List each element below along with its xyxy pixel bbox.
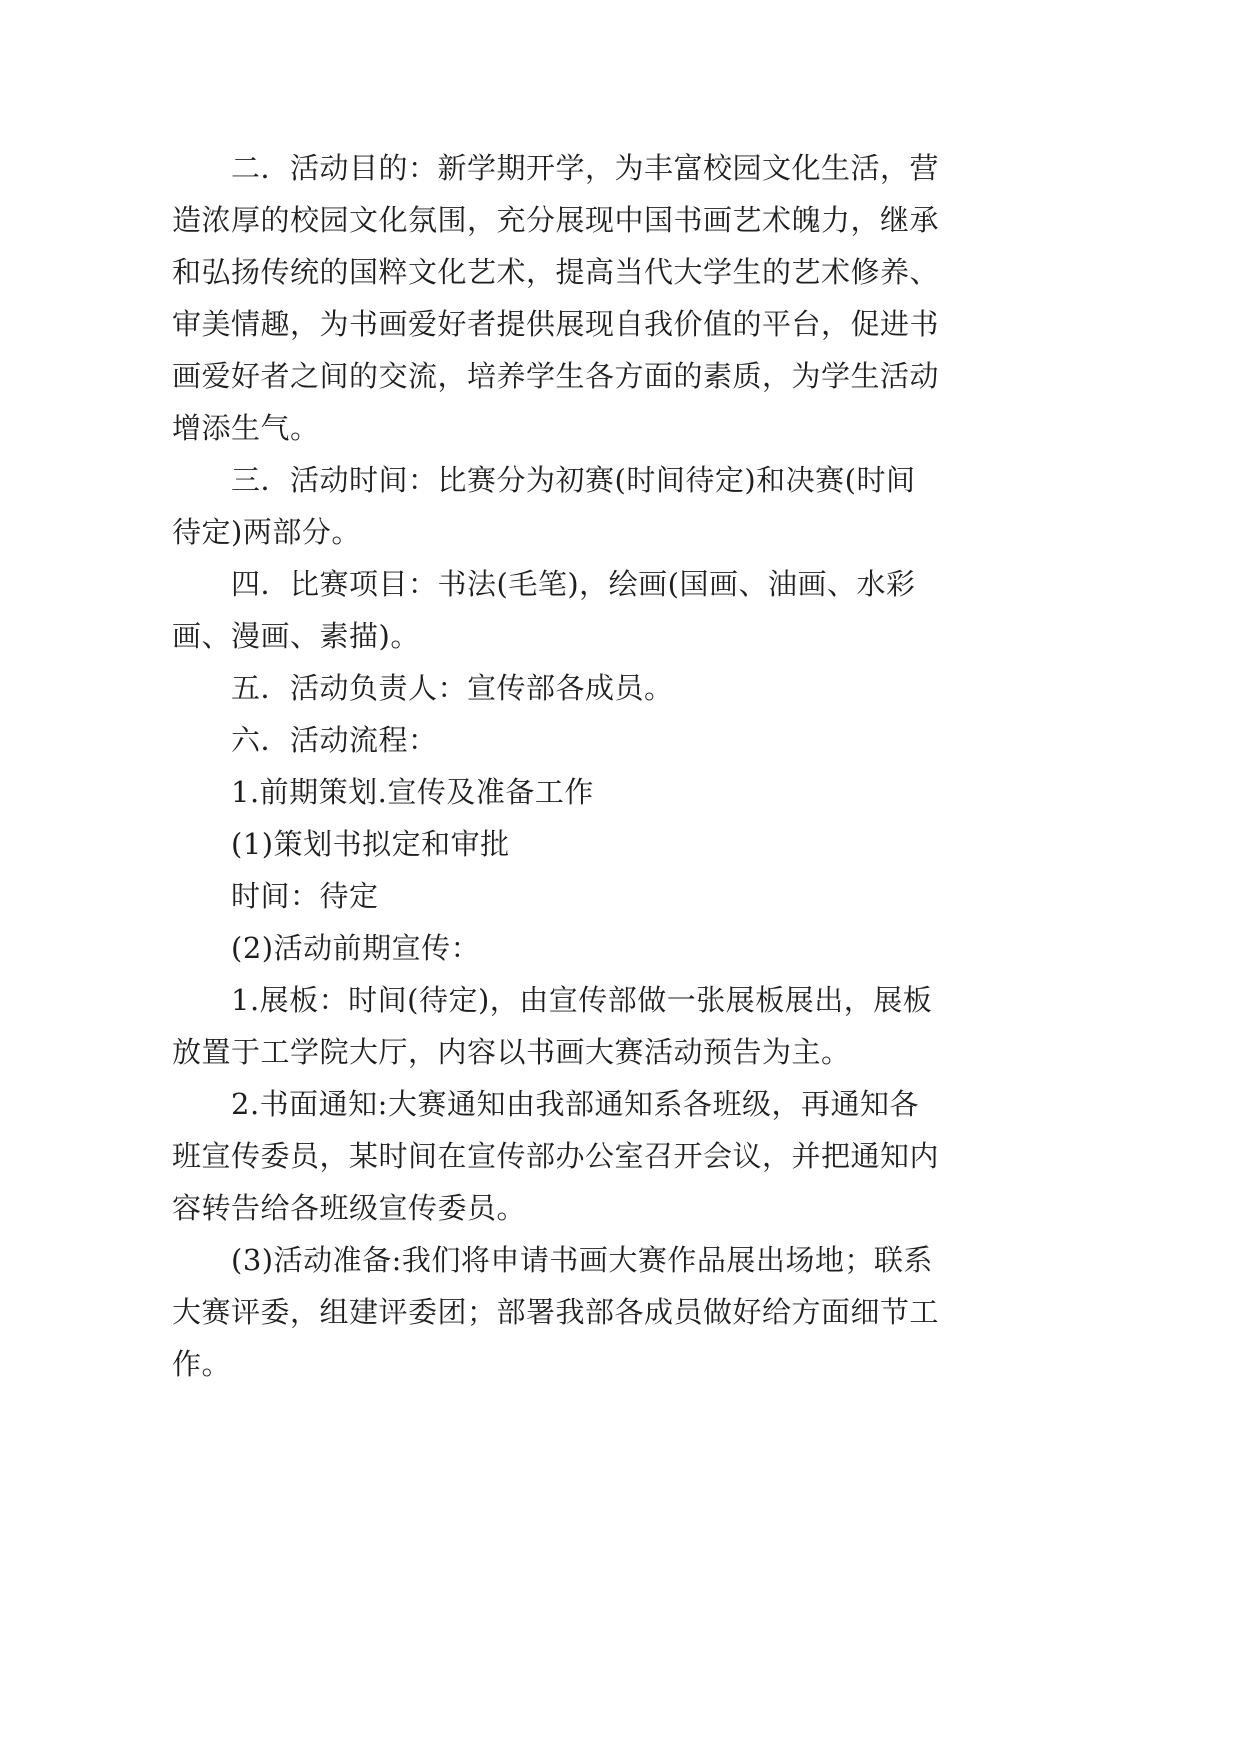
text-line: 六．活动流程： [231, 723, 438, 757]
text-line: 五．活动负责人：宣传部各成员。 [231, 671, 674, 705]
text-line: 放置于工学院大厅，内容以书画大赛活动预告为主。 [172, 1035, 851, 1069]
paragraph-activity-preparation [172, 1234, 1132, 1390]
text-line: 1.展板：时间(待定)，由宣传部做一张展板展出，展板 [231, 983, 933, 1017]
document-body [172, 142, 1132, 1390]
text-line: 时间：待定 [231, 879, 379, 913]
text-line: 2.书面通知:大赛通知由我部通知系各班级，再通知各 [231, 1087, 919, 1121]
text-line: 容转告给各班级宣传委员。 [172, 1191, 527, 1225]
text-line: 四．比赛项目：书法(毛笔)，绘画(国画、油画、水彩 [231, 567, 916, 601]
text-line: 大赛评委，组建评委团；部署我部各成员做好给方面细节工 [172, 1295, 940, 1329]
text-line: 审美情趣，为书画爱好者提供展现自我价值的平台，促进书 [172, 307, 940, 341]
text-line: 待定)两部分。 [172, 515, 361, 549]
paragraph-activity-time [172, 454, 1132, 558]
paragraph-substep-2 [172, 922, 1132, 974]
paragraph-display-board [172, 974, 1132, 1078]
text-line: (1)策划书拟定和审批 [231, 827, 510, 861]
paragraph-person-in-charge [172, 662, 1132, 714]
paragraph-step-1 [172, 766, 1132, 818]
paragraph-activity-purpose [172, 142, 1132, 454]
text-line: 造浓厚的校园文化氛围，充分展现中国书画艺术魄力，继承 [172, 203, 940, 237]
paragraph-substep-1 [172, 818, 1132, 870]
text-line: 三．活动时间：比赛分为初赛(时间待定)和决赛(时间 [231, 463, 916, 497]
paragraph-activity-process [172, 714, 1132, 766]
paragraph-time-tbd [172, 870, 1132, 922]
text-line: 二．活动目的：新学期开学，为丰富校园文化生活，营 [231, 151, 940, 185]
text-line: 作。 [172, 1347, 232, 1381]
paragraph-written-notice [172, 1078, 1132, 1234]
text-line: 和弘扬传统的国粹文化艺术，提高当代大学生的艺术修养、 [172, 255, 940, 289]
text-line: (2)活动前期宣传： [231, 931, 481, 965]
text-line: 班宣传委员，某时间在宣传部办公室召开会议，并把通知内 [172, 1139, 940, 1173]
text-line: 画爱好者之间的交流，培养学生各方面的素质，为学生活动 [172, 359, 940, 393]
paragraph-competition-items [172, 558, 1132, 662]
text-line: 1.前期策划.宣传及准备工作 [231, 775, 594, 809]
text-line: (3)活动准备:我们将申请书画大赛作品展出场地；联系 [231, 1243, 933, 1277]
text-line: 增添生气。 [172, 411, 320, 445]
text-line: 画、漫画、素描)。 [172, 619, 420, 653]
